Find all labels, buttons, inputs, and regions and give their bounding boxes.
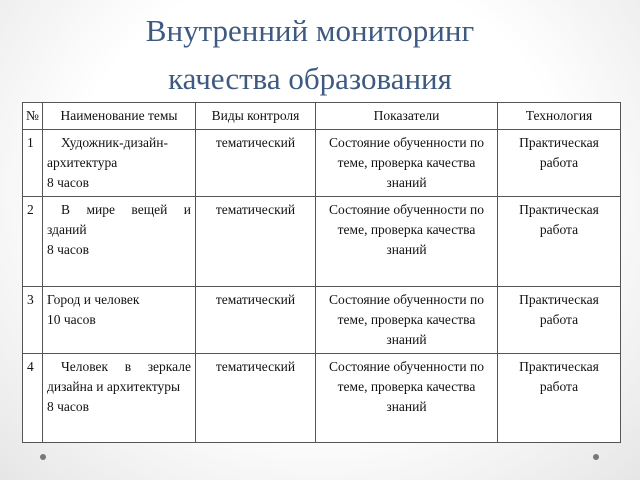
header-topic: Наименование темы: [43, 103, 196, 130]
row-control: тематический: [196, 287, 316, 354]
topic-name: Художник-дизайн-архитектура: [47, 135, 168, 170]
topic-hours: 8 часов: [47, 399, 90, 414]
row-num: 4: [23, 354, 43, 443]
monitoring-table: [22, 102, 621, 443]
header-num: №: [23, 103, 43, 130]
topic-name: В мире вещей и зданий: [47, 202, 191, 237]
row-indicators: Состояние обученности по теме, проверка качества знаний: [316, 354, 498, 443]
row-topic: [43, 354, 196, 443]
decorative-dot-left: [40, 454, 46, 460]
row-num: 2: [23, 197, 43, 287]
row-control: тематический: [196, 354, 316, 443]
table-header-row: [23, 103, 621, 130]
row-indicators: Состояние обученности по теме, проверка качества знаний: [316, 287, 498, 354]
table-row: [23, 354, 621, 443]
header-control: Виды контроля: [196, 103, 316, 130]
header-technology: Технология: [498, 103, 621, 130]
topic-name: Человек в зеркале дизайна и архитектуры: [47, 359, 191, 394]
row-topic: [43, 197, 196, 287]
row-topic: [43, 130, 196, 197]
row-num: 1: [23, 130, 43, 197]
table-row: [23, 287, 621, 354]
topic-hours: 8 часов: [47, 175, 90, 190]
row-technology: Практическая работа: [498, 130, 621, 197]
decorative-dot-right: [593, 454, 599, 460]
row-control: тематический: [196, 130, 316, 197]
row-technology: Практическая работа: [498, 197, 621, 287]
topic-hours: 8 часов: [47, 242, 90, 257]
row-indicators: Состояние обученности по теме, проверка качества знаний: [316, 197, 498, 287]
table-row: [23, 130, 621, 197]
topic-hours: 10 часов: [47, 312, 96, 327]
slide-title-line-2: качества образования: [168, 61, 452, 96]
row-technology: Практическая работа: [498, 354, 621, 443]
row-topic: [43, 287, 196, 354]
header-indicators: Показатели: [316, 103, 498, 130]
row-indicators: Состояние обученности по теме, проверка качества знаний: [316, 130, 498, 197]
table-row: [23, 197, 621, 287]
row-technology: Практическая работа: [498, 287, 621, 354]
row-num: 3: [23, 287, 43, 354]
slide-title-line-1: Внутренний мониторинг: [145, 13, 475, 48]
topic-name: Город и человек: [47, 292, 140, 307]
row-control: тематический: [196, 197, 316, 287]
